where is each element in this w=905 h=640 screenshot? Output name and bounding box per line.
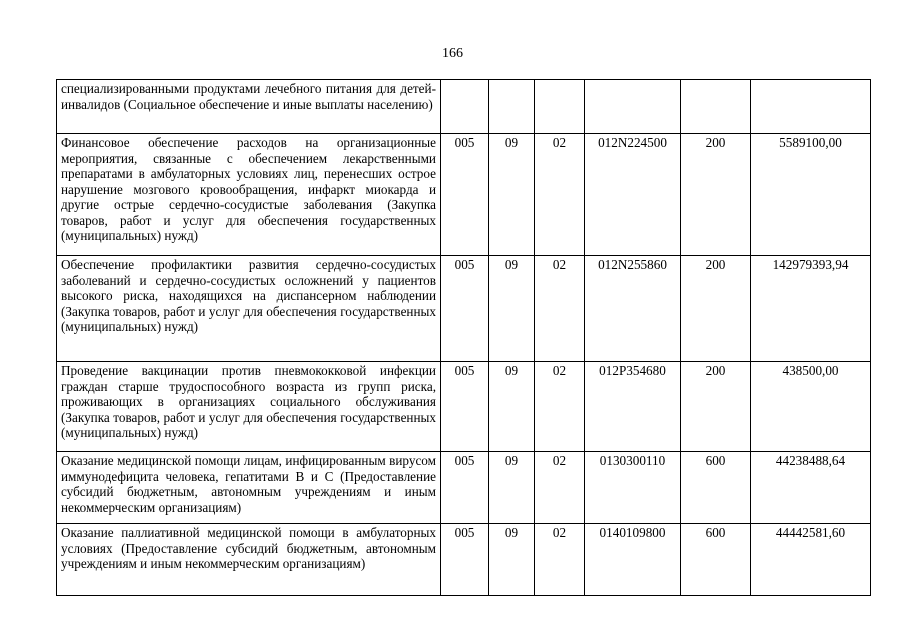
target-article-code: 012P354680 bbox=[585, 362, 681, 452]
table-row bbox=[57, 256, 871, 362]
row-description: Оказание медицинской помощи лицам, инфицированным вирусом иммунодефицита человека, гепатитами B и C (Предоставление субсидий бюджетным, автономным учреждениям и иным некоммерческим организациям) bbox=[57, 452, 441, 524]
target-article-code: 012N224500 bbox=[585, 134, 681, 256]
target-article-code: 0140109800 bbox=[585, 524, 681, 596]
amount: 44238488,64 bbox=[751, 452, 871, 524]
section-code bbox=[489, 80, 535, 134]
section-code: 09 bbox=[489, 134, 535, 256]
row-description: Проведение вакцинации против пневмококковой инфекции граждан старше трудоспособного возраста из групп риска, проживающих в организациях социального обслуживания (Закупка товаров, работ и услуг для обеспечения государственных (муниципальных) нужд) bbox=[57, 362, 441, 452]
row-description: специализированными продуктами лечебного питания для детей-инвалидов (Социальное обеспечение и иные выплаты населению) bbox=[57, 80, 441, 134]
expense-type-code bbox=[681, 80, 751, 134]
table-row bbox=[57, 134, 871, 256]
expense-type-code: 200 bbox=[681, 134, 751, 256]
section-code: 09 bbox=[489, 524, 535, 596]
table-row bbox=[57, 80, 871, 134]
amount: 5589100,00 bbox=[751, 134, 871, 256]
subsection-code: 02 bbox=[535, 524, 585, 596]
expense-type-code: 200 bbox=[681, 362, 751, 452]
table-row bbox=[57, 524, 871, 596]
section-code: 09 bbox=[489, 256, 535, 362]
expense-type-code: 200 bbox=[681, 256, 751, 362]
ministry-code: 005 bbox=[441, 362, 489, 452]
budget-table bbox=[56, 79, 871, 596]
ministry-code: 005 bbox=[441, 452, 489, 524]
amount: 438500,00 bbox=[751, 362, 871, 452]
subsection-code: 02 bbox=[535, 256, 585, 362]
ministry-code: 005 bbox=[441, 524, 489, 596]
ministry-code: 005 bbox=[441, 256, 489, 362]
subsection-code: 02 bbox=[535, 362, 585, 452]
amount bbox=[751, 80, 871, 134]
target-article-code: 0130300110 bbox=[585, 452, 681, 524]
table-row bbox=[57, 362, 871, 452]
expense-type-code: 600 bbox=[681, 524, 751, 596]
amount: 142979393,94 bbox=[751, 256, 871, 362]
ministry-code bbox=[441, 80, 489, 134]
row-description: Оказание паллиативной медицинской помощи в амбулаторных условиях (Предоставление субсидий бюджетным, автономным учреждениям и иным некоммерческим организациям) bbox=[57, 524, 441, 596]
amount: 44442581,60 bbox=[751, 524, 871, 596]
subsection-code: 02 bbox=[535, 452, 585, 524]
subsection-code bbox=[535, 80, 585, 134]
page-number: 166 bbox=[442, 46, 463, 61]
row-description: Обеспечение профилактики развития сердечно-сосудистых заболеваний и сердечно-сосудистых осложнений у пациентов высокого риска, находящихся на диспансерном наблюдении (Закупка товаров, работ и услуг для обеспечения государственных (муниципальных) нужд) bbox=[57, 256, 441, 362]
expense-type-code: 600 bbox=[681, 452, 751, 524]
subsection-code: 02 bbox=[535, 134, 585, 256]
target-article-code: 012N255860 bbox=[585, 256, 681, 362]
section-code: 09 bbox=[489, 452, 535, 524]
row-description: Финансовое обеспечение расходов на организационные мероприятия, связанные с обеспечением лекарственными препаратами в амбулаторных условиях лиц, перенесших острое нарушение мозгового кровообращения, инфаркт миокарда и другие острые сердечно-сосудистые заболевания (Закупка товаров, работ и услуг для обеспечения государственных (муниципальных) нужд) bbox=[57, 134, 441, 256]
table-row bbox=[57, 452, 871, 524]
ministry-code: 005 bbox=[441, 134, 489, 256]
section-code: 09 bbox=[489, 362, 535, 452]
target-article-code bbox=[585, 80, 681, 134]
